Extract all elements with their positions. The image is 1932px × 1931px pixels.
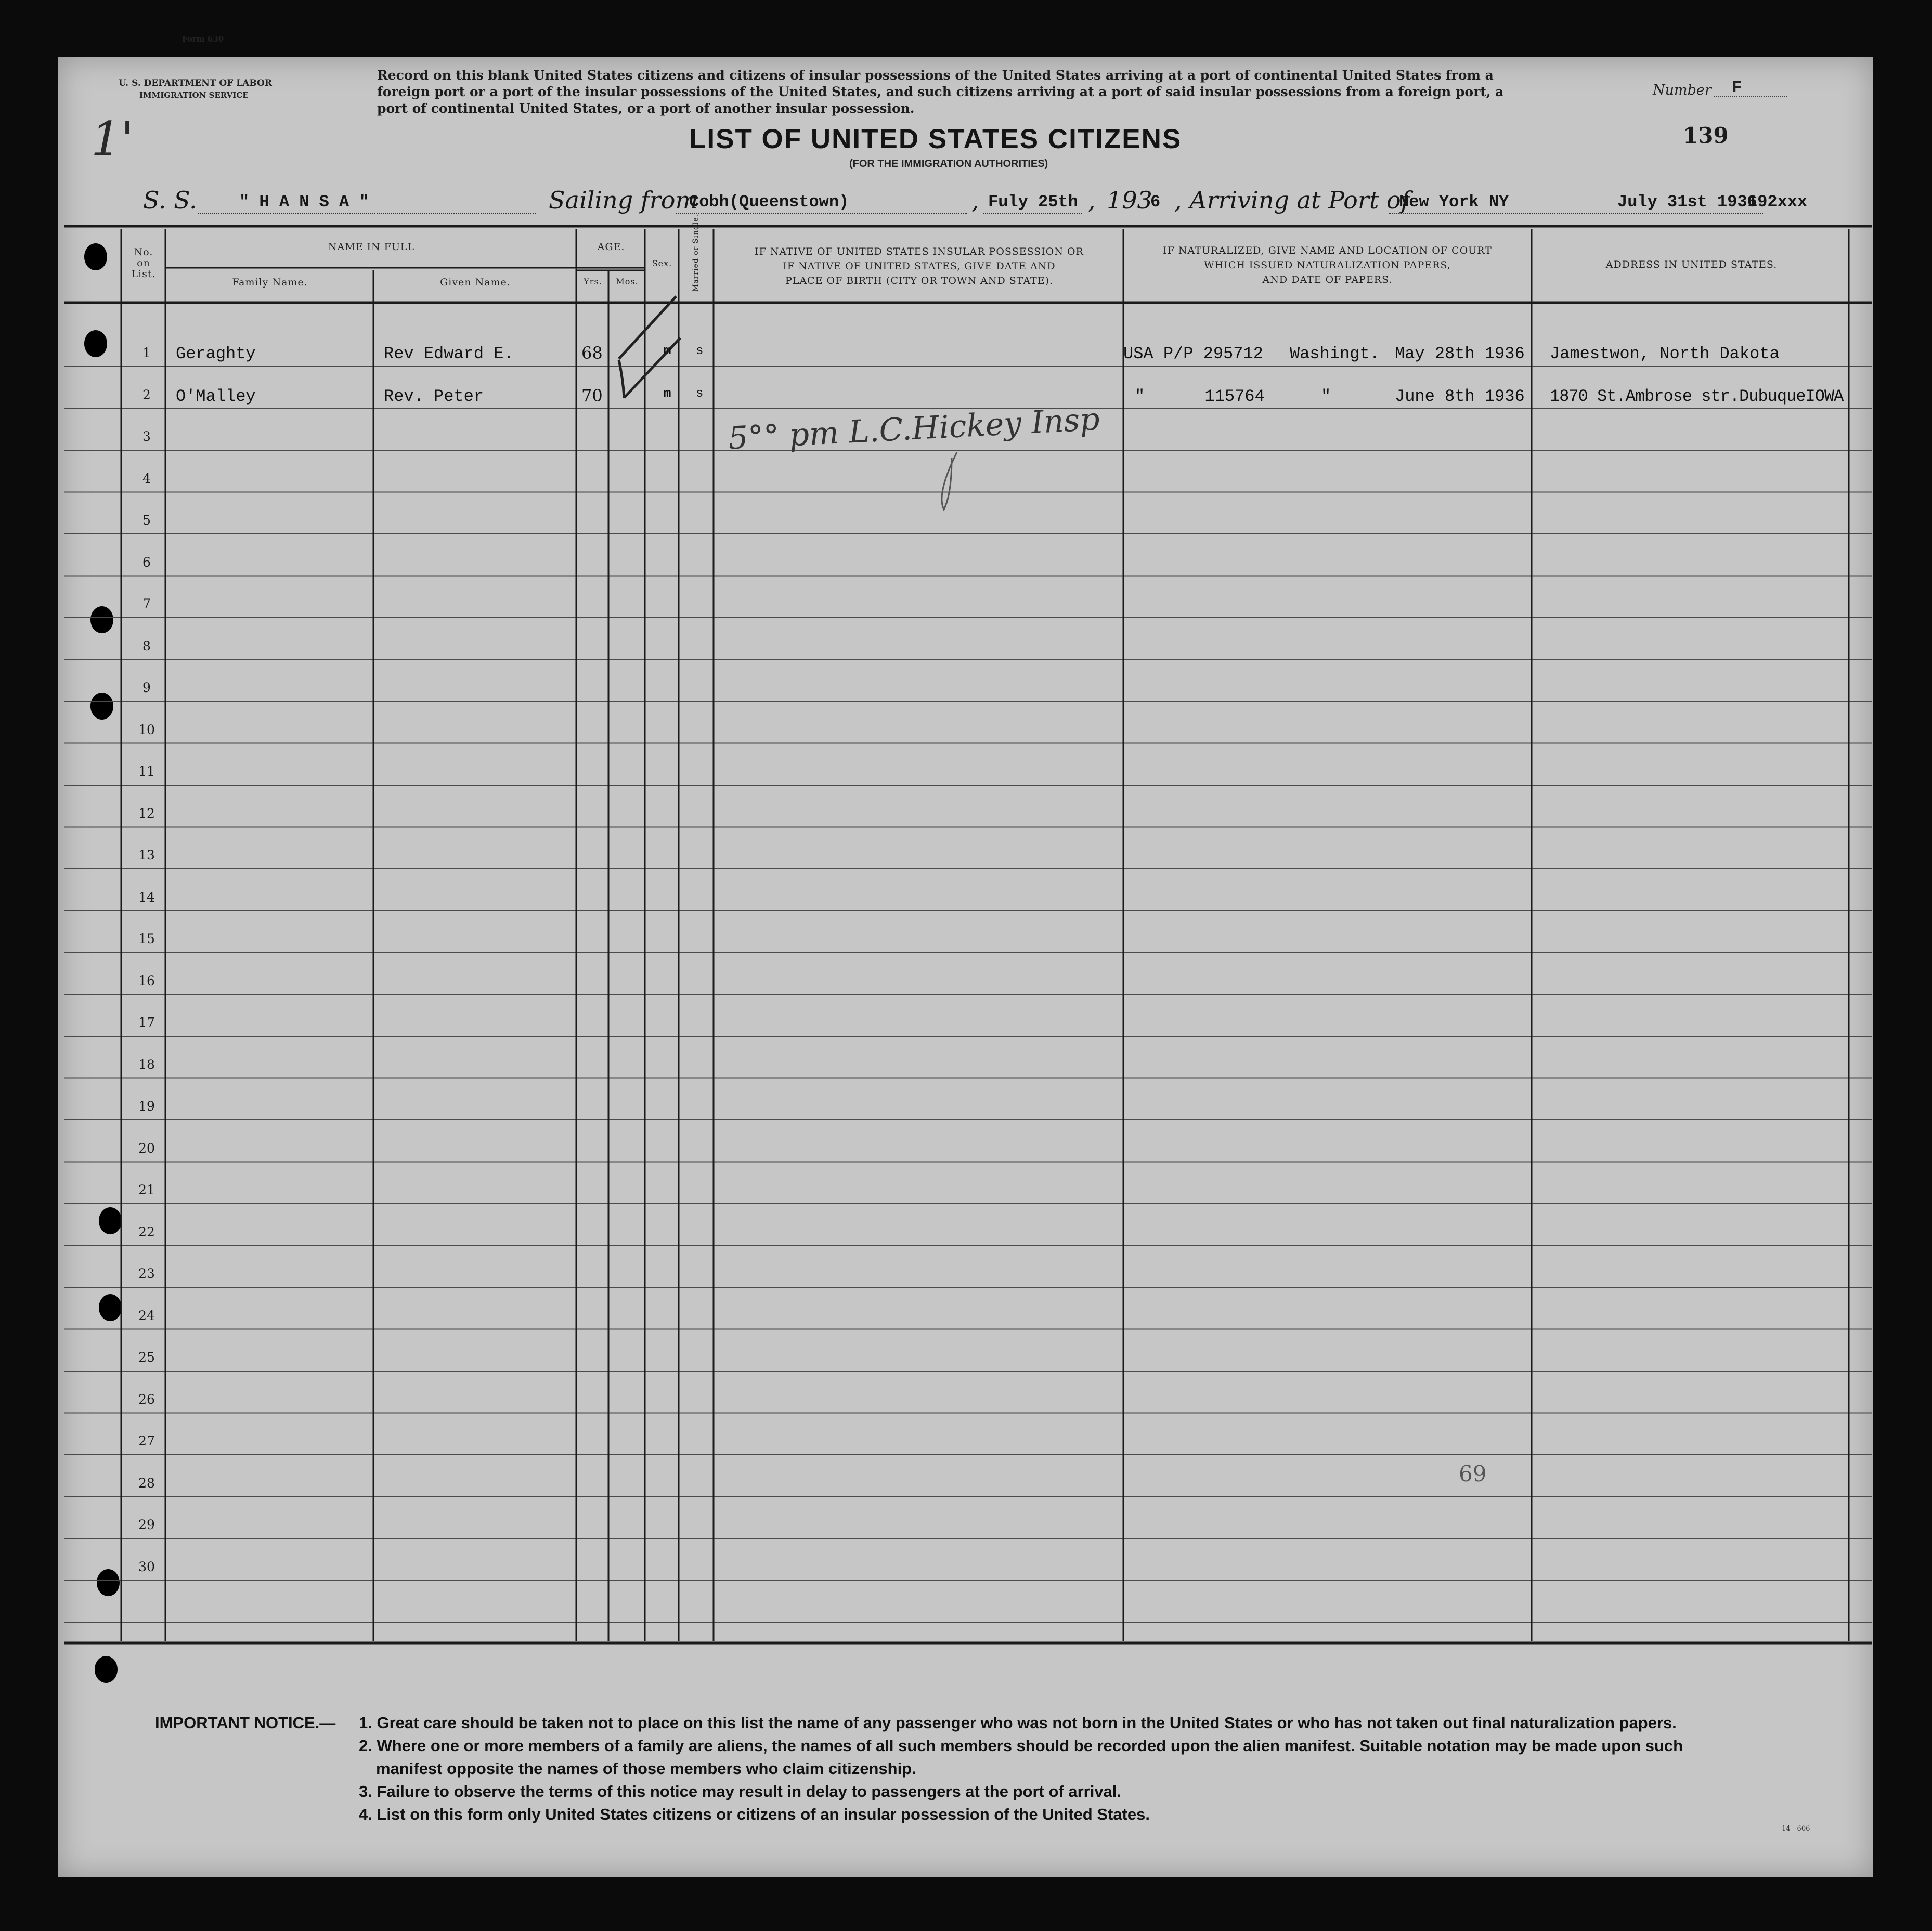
naturalization-id-cell: " 115764 <box>1135 387 1265 406</box>
row-number: 5 <box>142 513 151 528</box>
row-number: 18 <box>138 1056 155 1072</box>
row-number: 25 <box>138 1350 155 1365</box>
row-number: 9 <box>142 680 151 695</box>
age-years-cell: 70 <box>581 386 603 406</box>
number-value: F <box>1732 78 1742 97</box>
row-number: 16 <box>138 973 155 988</box>
row-number: 8 <box>142 638 151 654</box>
notice-heading: IMPORTANT NOTICE.— <box>155 1714 336 1732</box>
row-number: 22 <box>138 1224 155 1240</box>
year-struck: 192xxx <box>1747 192 1808 212</box>
row-number: 26 <box>138 1391 155 1407</box>
row-number: 30 <box>138 1559 155 1574</box>
row-number: 10 <box>138 722 155 737</box>
sex-cell: m <box>664 344 671 358</box>
age-years-cell: 68 <box>581 343 603 363</box>
naturalization-place-cell: Washingt. <box>1290 344 1380 363</box>
row-number: 6 <box>142 554 151 570</box>
header-text: IF NATIVE OF UNITED STATES, GIVE DATE AND <box>783 260 1056 272</box>
arrival-port: New York NY <box>1399 192 1509 212</box>
notice-item-1: 1. Great care should be taken not to place on this list the name of any passenger who was not born in the United States or who has not taken out final naturalization papers. <box>359 1714 1677 1732</box>
service-name: IMMIGRATION SERVICE <box>139 90 249 100</box>
header-text: List. <box>131 268 156 280</box>
col-header-married: Married or Single. <box>692 214 700 292</box>
row-number: 17 <box>138 1015 155 1030</box>
naturalization-place-cell: " <box>1321 387 1331 406</box>
col-header-mos: Mos. <box>616 277 639 286</box>
header-text: IF NATIVE OF UNITED STATES INSULAR POSSESSION OR <box>755 246 1084 257</box>
row-number: 23 <box>138 1266 155 1281</box>
header-text: No. <box>134 246 153 258</box>
instruction-line-1: Record on this blank United States citizens and citizens of insular possessions of the United States arriving at a port of continental United States from a <box>377 68 1494 83</box>
col-header-naturalized <box>1126 243 1529 287</box>
sailing-port: Cobh(Queenstown) <box>689 192 849 212</box>
department-name: U. S. DEPARTMENT OF LABOR <box>119 78 272 88</box>
row-number: 12 <box>138 805 155 821</box>
form-number: Form 630 <box>182 34 224 44</box>
row-number: 13 <box>138 847 155 863</box>
year-prefix: 193 <box>1107 186 1152 214</box>
notice-item-2: 2. Where one or more members of a family are aliens, the names of all such members should be recorded upon the alien manifest. Suitable notation may be made upon such <box>359 1737 1683 1755</box>
comma: , <box>971 186 979 214</box>
naturalization-id-cell: USA P/P 295712 <box>1123 344 1263 363</box>
handwritten-inspector-note: 5°° pm L.C.Hickey Insp <box>727 401 1101 457</box>
row-number: 7 <box>142 596 151 611</box>
sailing-date: Fuly 25th <box>988 192 1078 212</box>
naturalization-date-cell: May 28th 1936 <box>1395 344 1525 363</box>
row-number: 27 <box>138 1433 155 1449</box>
given-name-cell: Rev. Peter <box>384 387 484 406</box>
row-number: 24 <box>138 1308 155 1323</box>
col-header-name-in-full: NAME IN FULL <box>328 241 415 253</box>
married-cell: s <box>696 387 704 401</box>
naturalization-date-cell: June 8th 1936 <box>1395 387 1525 406</box>
arriving-label: , Arriving at Port of <box>1174 186 1410 214</box>
instruction-line-2: foreign port or a port of the insular possessions of the United States, and such citizens arriving at a port of said insular possessions from a foreign port, a <box>377 84 1504 99</box>
page-number: 139 <box>1683 123 1729 148</box>
row-number: 2 <box>142 387 151 402</box>
row-number: 15 <box>138 931 155 946</box>
footer-code: 14—606 <box>1782 1825 1810 1833</box>
page-title: LIST OF UNITED STATES CITIZENS <box>689 124 1182 154</box>
family-name-cell: Geraghty <box>176 344 256 363</box>
col-header-address: ADDRESS IN UNITED STATES. <box>1605 259 1778 270</box>
married-cell: s <box>696 344 704 358</box>
row-number: 20 <box>138 1140 155 1156</box>
header-text: AND DATE OF PAPERS. <box>1262 274 1393 285</box>
comma: , <box>1088 186 1096 214</box>
number-label: Number <box>1653 82 1711 98</box>
corner-handwritten-mark: 1' <box>91 112 134 166</box>
header-text: PLACE OF BIRTH (CITY OR TOWN AND STATE). <box>785 275 1054 286</box>
row-number: 1 <box>142 345 151 360</box>
col-header-yrs: Yrs. <box>584 277 602 286</box>
year-suffix: 6 <box>1150 192 1161 212</box>
ship-name: " H A N S A " <box>239 192 369 212</box>
notice-item-4: 4. List on this form only United States citizens or citizens of an insular possession of the United States. <box>359 1805 1150 1823</box>
row-number: 3 <box>142 429 151 444</box>
page-subtitle: (FOR THE IMMIGRATION AUTHORITIES) <box>849 158 1048 169</box>
instruction-line-3: port of continental United States, or a port of another insular possession. <box>377 101 915 116</box>
row-number: 21 <box>138 1182 155 1197</box>
row-number: 4 <box>142 471 151 486</box>
sailing-label: Sailing from <box>549 186 698 214</box>
family-name-cell: O'Malley <box>176 387 256 406</box>
row-number: 19 <box>138 1099 155 1114</box>
notice-item-3: 3. Failure to observe the terms of this notice may result in delay to passengers at the port of arrival. <box>359 1782 1122 1800</box>
given-name-cell: Rev Edward E. <box>384 344 514 363</box>
notice-item-2-continued: manifest opposite the names of those members who claim citizenship. <box>376 1759 916 1778</box>
col-header-no <box>123 247 164 280</box>
col-header-sex: Sex. <box>652 258 672 268</box>
col-header-family-name: Family Name. <box>232 277 308 288</box>
ss-label: S. S. <box>143 186 197 214</box>
col-header-age: AGE. <box>597 241 625 253</box>
address-cell: 1870 St.Ambrose str.DubuqueIOWA <box>1550 387 1844 406</box>
row-number: 11 <box>138 764 155 779</box>
row-number: 14 <box>138 889 155 905</box>
col-header-given-name: Given Name. <box>440 277 511 288</box>
stamp-number: 69 <box>1459 1461 1487 1486</box>
row-number: 29 <box>138 1517 155 1532</box>
header-text: WHICH ISSUED NATURALIZATION PAPERS, <box>1204 259 1451 271</box>
sex-cell: m <box>664 387 671 401</box>
row-number: 28 <box>138 1475 155 1491</box>
header-text: on <box>137 257 150 269</box>
header-text: IF NATURALIZED, GIVE NAME AND LOCATION OF COURT <box>1163 245 1492 256</box>
arrival-date: July 31st 1936 <box>1617 192 1757 212</box>
col-header-native <box>718 244 1121 288</box>
address-cell: Jamestwon, North Dakota <box>1550 344 1780 363</box>
